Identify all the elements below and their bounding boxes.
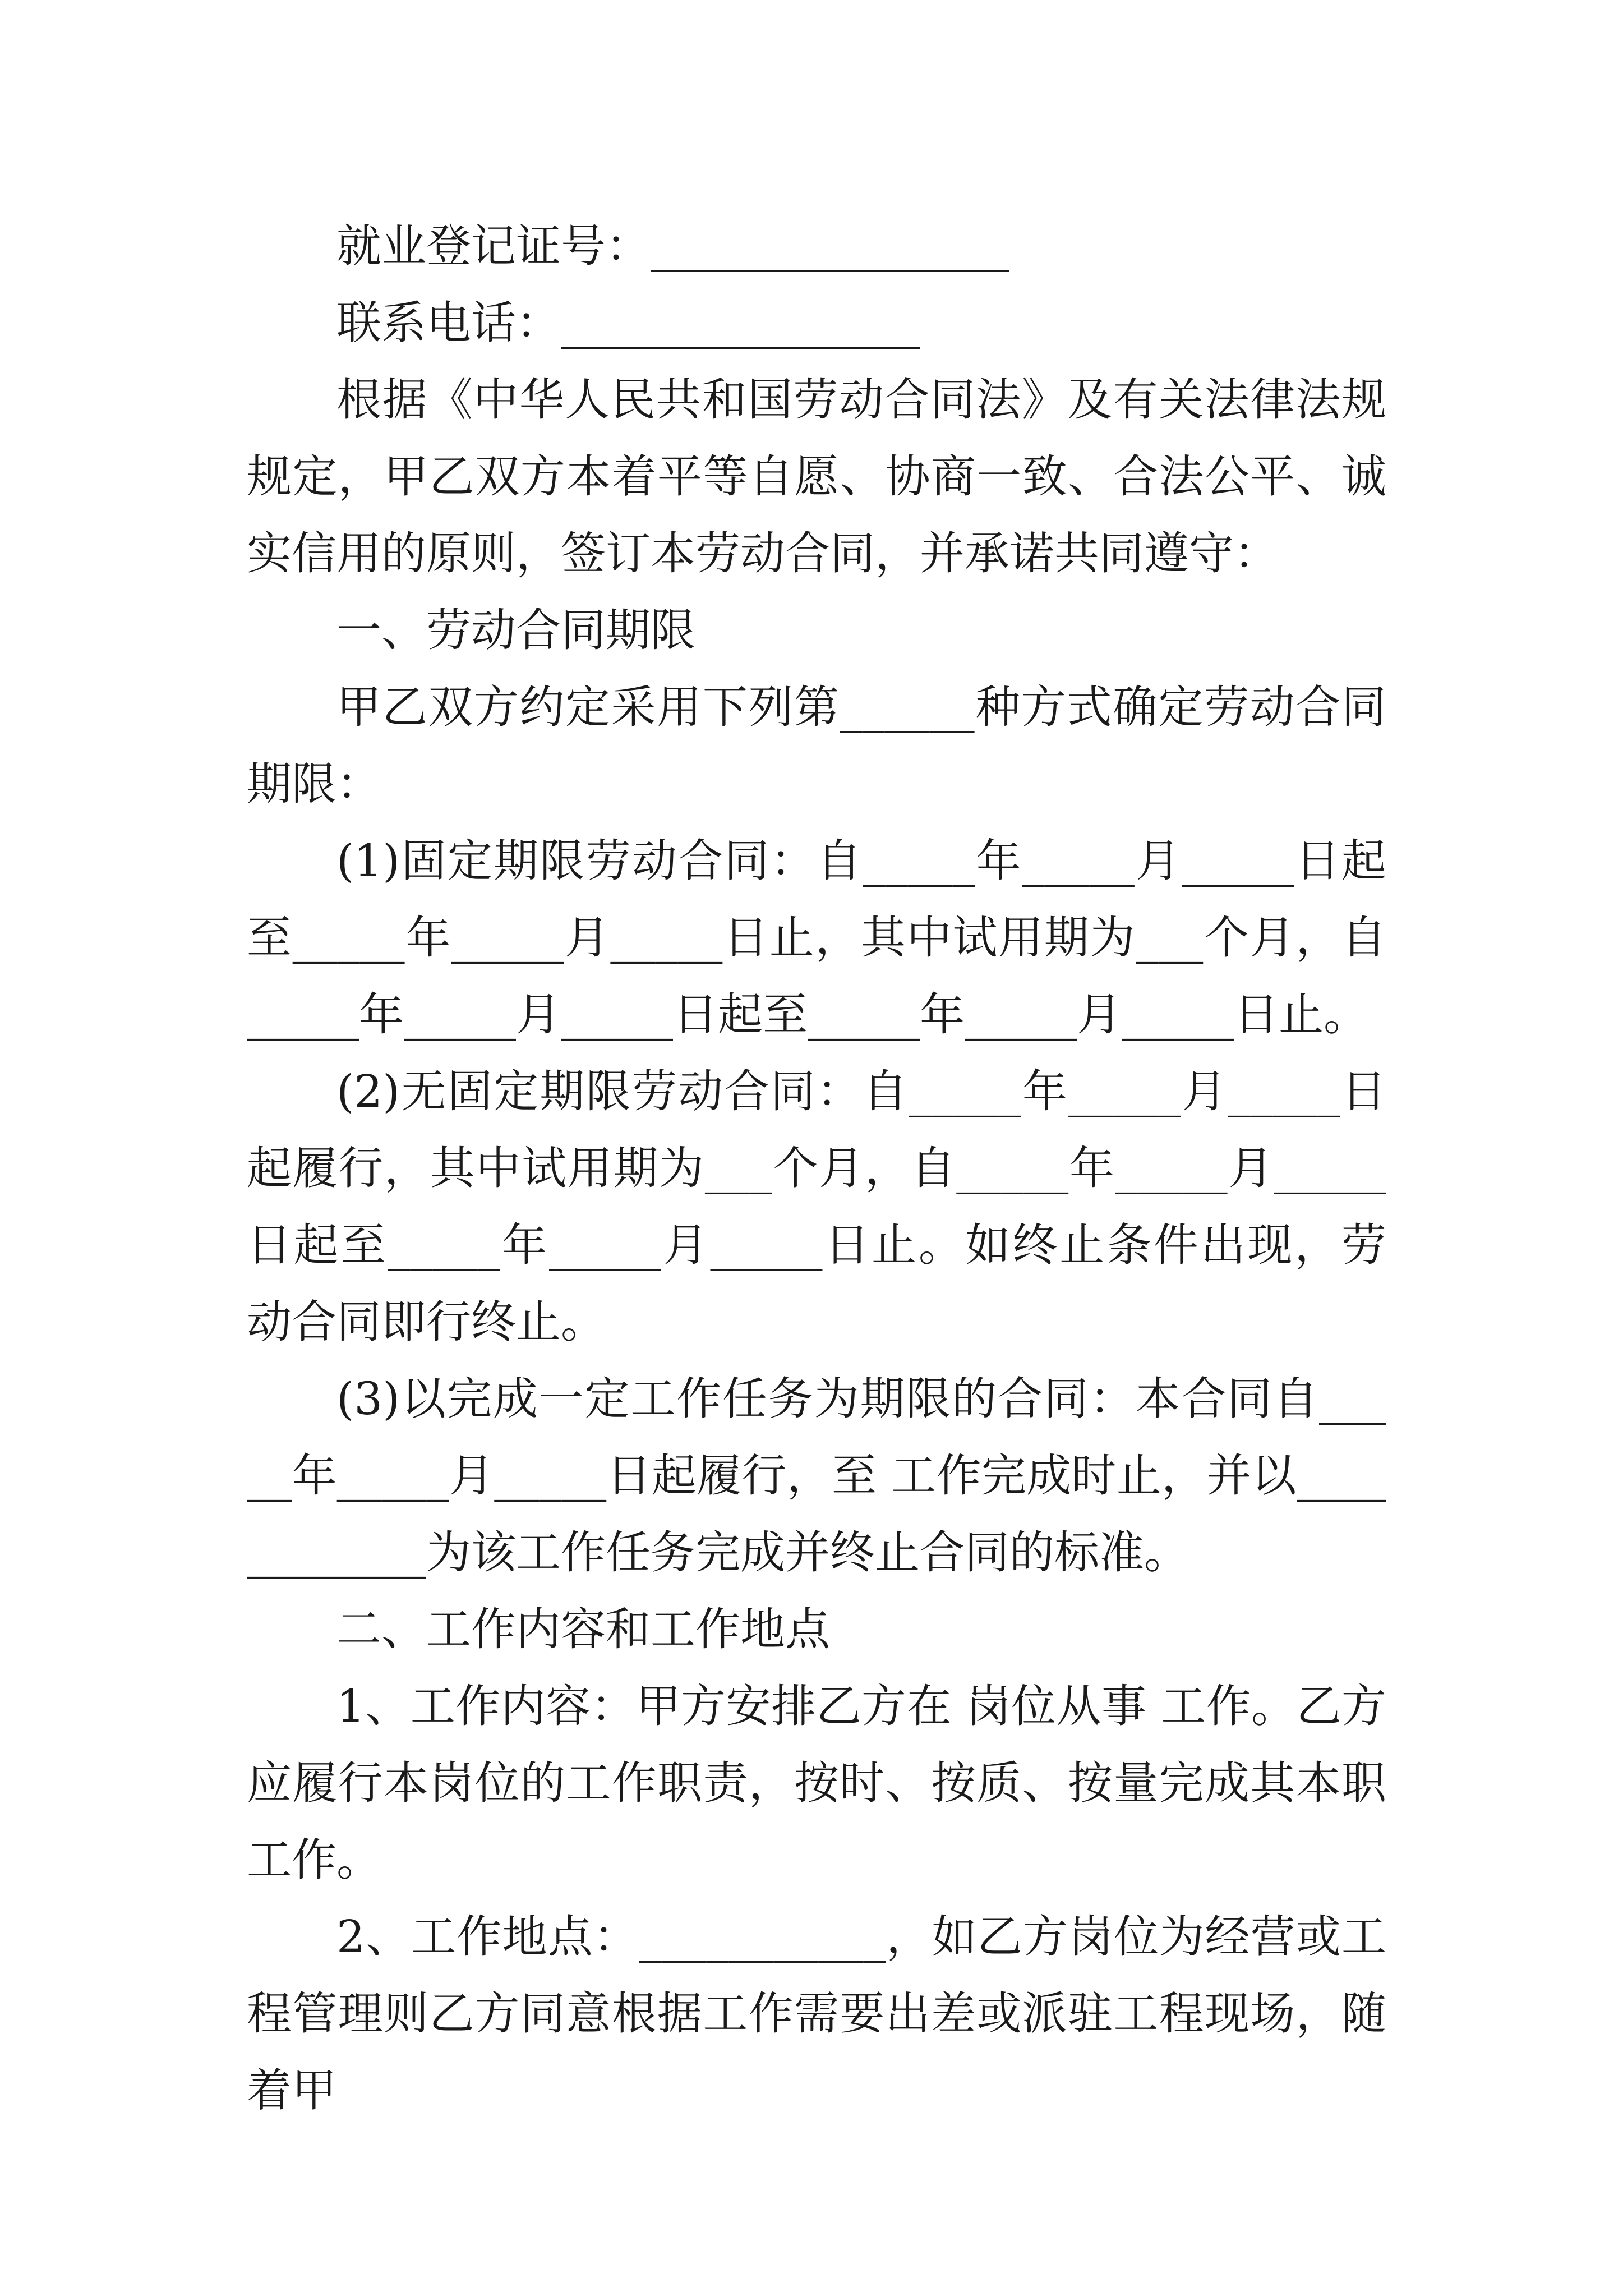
task-based-contract-paragraph: (3)以完成一定工作任务为期限的合同：本合同自_____年_____月_____日起履行，至 工作完成时止，并以____________为该工作任务完成并终止合同的标准。 bbox=[247, 1373, 1386, 1579]
section-2-heading: 二、工作内容和工作地点 bbox=[336, 1603, 830, 1655]
preamble-paragraph: 根据《中华人民共和国劳动合同法》及有关法律法规规定，甲乙双方本着平等自愿、协商一致、合法公平、诚实信用的原则，签订本劳动合同，并承诺共同遵守： bbox=[247, 374, 1386, 579]
employment-registration-number-line: 就业登记证号：________________ bbox=[336, 220, 1009, 272]
open-ended-contract-paragraph: (2)无固定期限劳动合同：自_____年_____月_____日起履行，其中试用期为___个月，自_____年_____月_____日起至_____年_____月_____日止。如终止条件出现，劳动合同即行终止。 bbox=[247, 1065, 1386, 1348]
work-location-paragraph: 2、工作地点：___________，如乙方岗位为经营或工程管理则乙方同意根据工作需要出差或派驻工程现场，随着甲 bbox=[247, 1911, 1386, 2116]
fixed-term-contract-paragraph: (1)固定期限劳动合同：自_____年_____月_____日起至_____年_____月_____日止，其中试用期为___个月，自_____年_____月_____日起至_____年_____月_____日止。 bbox=[247, 835, 1386, 1041]
work-content-paragraph: 1、工作内容：甲方安排乙方在 岗位从事 工作。乙方应履行本岗位的工作职责，按时、按质、按量完成其本职工作。 bbox=[247, 1680, 1386, 1886]
section-1-intro-paragraph: 甲乙双方约定采用下列第______种方式确定劳动合同期限： bbox=[247, 681, 1386, 810]
contact-phone-line: 联系电话：________________ bbox=[336, 297, 920, 349]
section-1-heading: 一、劳动合同期限 bbox=[336, 604, 695, 656]
document-body bbox=[247, 208, 1386, 2129]
